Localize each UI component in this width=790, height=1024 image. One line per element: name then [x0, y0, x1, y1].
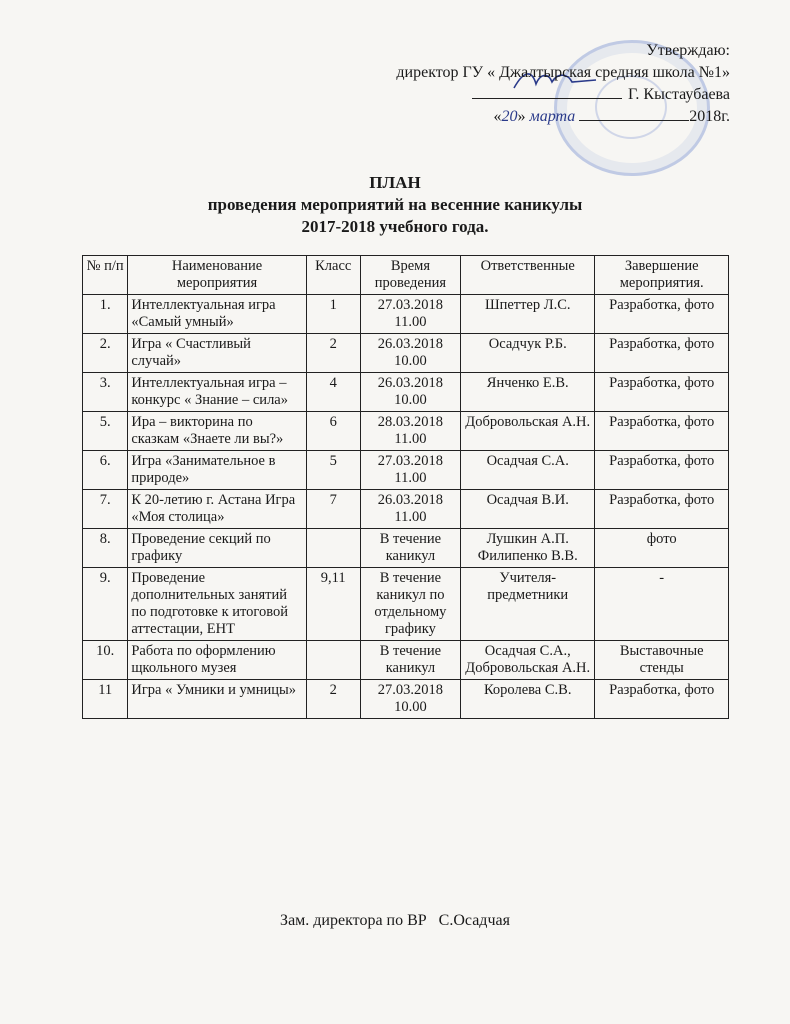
plan-title: ПЛАН — [369, 173, 421, 192]
approval-block — [310, 40, 730, 128]
table-row — [83, 680, 729, 719]
cell-time: 26.03.2018 10.00 — [360, 334, 460, 373]
cell-class: 9,11 — [306, 568, 360, 641]
cell-name: Игра « Счастливый случай» — [128, 334, 306, 373]
cell-time: 27.03.2018 10.00 — [360, 680, 460, 719]
cell-time: 26.03.2018 11.00 — [360, 490, 460, 529]
table-row — [83, 641, 729, 680]
cell-responsible: Шпеттер Л.С. — [461, 295, 595, 334]
cell-time: В течение каникул — [360, 529, 460, 568]
cell-name: Проведение дополнительных занятий по подготовке к итоговой аттестации, ЕНТ — [128, 568, 306, 641]
table-row — [83, 451, 729, 490]
cell-responsible: Янченко Е.В. — [461, 373, 595, 412]
cell-class — [306, 641, 360, 680]
cell-time: В течение каникул — [360, 641, 460, 680]
cell-time: 26.03.2018 10.00 — [360, 373, 460, 412]
cell-responsible: Учителя-предметники — [461, 568, 595, 641]
cell-class — [306, 529, 360, 568]
header-completion: Завершение мероприятия. — [595, 256, 729, 295]
table-header-row — [83, 256, 729, 295]
table-row — [83, 334, 729, 373]
cell-num: 10. — [83, 641, 128, 680]
cell-completion: Разработка, фото — [595, 680, 729, 719]
plan-year: 2017-2018 учебного года. — [301, 217, 489, 236]
cell-time: 28.03.2018 11.00 — [360, 412, 460, 451]
cell-name: Работа по оформлению щкольного музея — [128, 641, 306, 680]
table-row — [83, 412, 729, 451]
cell-class: 4 — [306, 373, 360, 412]
cell-num: 3. — [83, 373, 128, 412]
cell-name: Интеллектуальная игра – конкурс « Знание – сила» — [128, 373, 306, 412]
table-row — [83, 373, 729, 412]
date-month: марта — [529, 108, 576, 125]
cell-completion: Разработка, фото — [595, 412, 729, 451]
footer-position: Зам. директора по ВР — [280, 912, 427, 929]
cell-responsible: Осадчая В.И. — [461, 490, 595, 529]
cell-name: Проведение секций по графику — [128, 529, 306, 568]
cell-name: Ира – викторина по сказкам «Знаете ли вы?» — [128, 412, 306, 451]
cell-num: 9. — [83, 568, 128, 641]
cell-completion: Разработка, фото — [595, 334, 729, 373]
cell-responsible: Осадчая С.А. — [461, 451, 595, 490]
table-row — [83, 490, 729, 529]
cell-class: 2 — [306, 334, 360, 373]
cell-time: 27.03.2018 11.00 — [360, 295, 460, 334]
cell-completion: Разработка, фото — [595, 295, 729, 334]
cell-completion: Выставочные стенды — [595, 641, 729, 680]
events-table — [82, 255, 729, 719]
table-row — [83, 529, 729, 568]
footer-signature — [0, 912, 790, 930]
cell-completion: фото — [595, 529, 729, 568]
cell-num: 2. — [83, 334, 128, 373]
cell-completion: - — [595, 568, 729, 641]
header-num: № п/п — [83, 256, 128, 295]
cell-completion: Разработка, фото — [595, 451, 729, 490]
cell-class: 5 — [306, 451, 360, 490]
date-day: 20 — [501, 108, 518, 125]
table-row — [83, 568, 729, 641]
approval-date — [310, 106, 730, 128]
cell-num: 11 — [83, 680, 128, 719]
cell-responsible: Лушкин А.П. Филипенко В.В. — [461, 529, 595, 568]
cell-name: Игра «Занимательное в природе» — [128, 451, 306, 490]
cell-class: 1 — [306, 295, 360, 334]
cell-responsible: Осадчая С.А., Добровольская А.Н. — [461, 641, 595, 680]
cell-responsible: Осадчук Р.Б. — [461, 334, 595, 373]
footer-name: С.Осадчая — [438, 912, 510, 929]
cell-class: 2 — [306, 680, 360, 719]
date-year: 2018г. — [689, 108, 730, 125]
cell-name: К 20-летию г. Астана Игра «Моя столица» — [128, 490, 306, 529]
date-line — [579, 106, 689, 121]
cell-num: 6. — [83, 451, 128, 490]
cell-responsible: Добровольская А.Н. — [461, 412, 595, 451]
signature-line — [472, 84, 622, 99]
cell-time: В течение каникул по отдельному графику — [360, 568, 460, 641]
plan-subtitle: проведения мероприятий на весенние каникулы — [207, 195, 583, 214]
cell-class: 6 — [306, 412, 360, 451]
approver-name: Г. Кыстаубаева — [627, 86, 730, 103]
cell-num: 8. — [83, 529, 128, 568]
table-row — [83, 295, 729, 334]
cell-num: 5. — [83, 412, 128, 451]
approver-name-line — [310, 84, 730, 106]
header-responsible: Ответственные — [461, 256, 595, 295]
approve-label: Утверждаю: — [646, 42, 730, 59]
document-heading — [0, 172, 790, 238]
header-name: Наименование мероприятия — [128, 256, 306, 295]
cell-num: 7. — [83, 490, 128, 529]
cell-num: 1. — [83, 295, 128, 334]
cell-class: 7 — [306, 490, 360, 529]
cell-responsible: Королева С.В. — [461, 680, 595, 719]
header-class: Класс — [306, 256, 360, 295]
cell-completion: Разработка, фото — [595, 490, 729, 529]
date-close-quote: » — [517, 108, 526, 125]
cell-name: Интеллектуальная игра «Самый умный» — [128, 295, 306, 334]
cell-name: Игра « Умники и умницы» — [128, 680, 306, 719]
approver-position: директор ГУ « Джалтырская средняя школа №1» — [396, 64, 730, 81]
cell-time: 27.03.2018 11.00 — [360, 451, 460, 490]
cell-completion: Разработка, фото — [595, 373, 729, 412]
header-time: Время проведения — [360, 256, 460, 295]
date-open-quote: « — [493, 108, 502, 125]
